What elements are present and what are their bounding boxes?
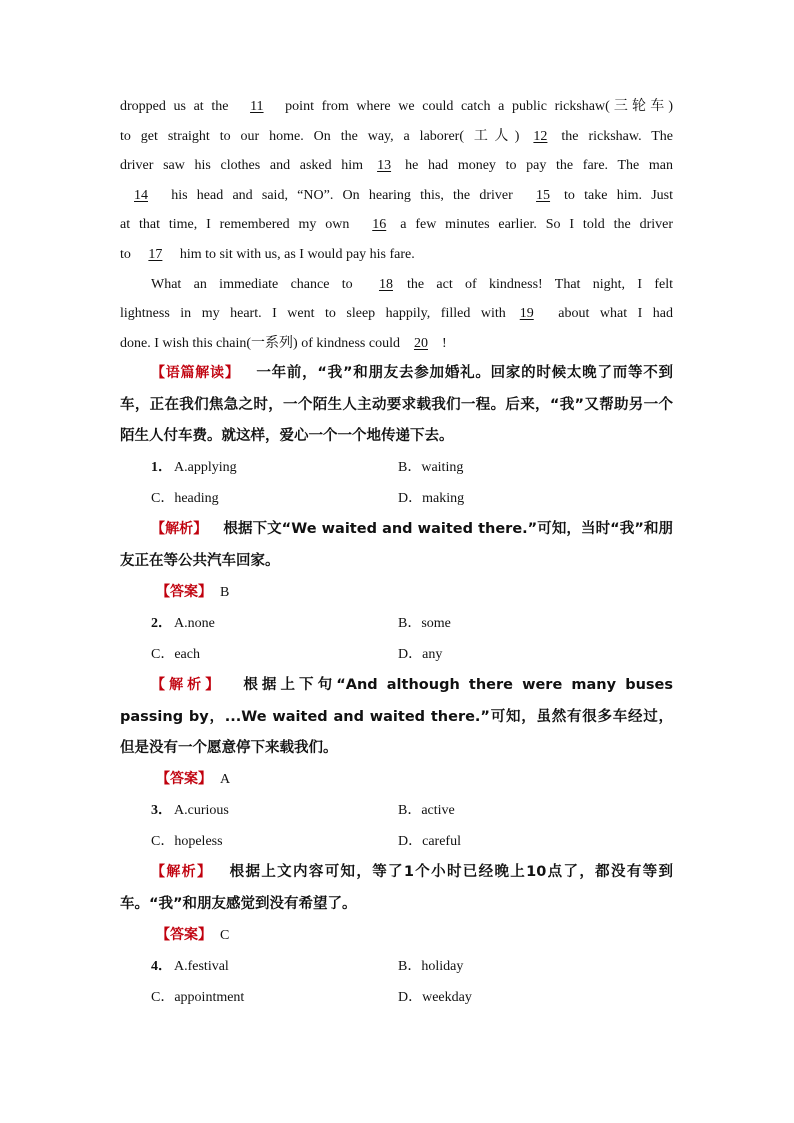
- passage-line: What an immediate chance to 18 the act of kindness! That night, I felt: [151, 276, 673, 292]
- blank-15: 15: [536, 187, 551, 203]
- analysis-tag: 【解析】: [151, 677, 224, 694]
- analysis: [120, 857, 673, 919]
- blank-12: 12: [533, 128, 548, 144]
- option-b: B．active: [398, 803, 455, 819]
- answer-row: [120, 764, 673, 795]
- option-a: A.curious: [174, 803, 229, 819]
- question-options-row: [120, 982, 673, 1013]
- analysis: [120, 514, 673, 576]
- document-page: [120, 92, 673, 1013]
- question-number: 3．: [151, 803, 172, 819]
- option-d: D．any: [398, 647, 443, 663]
- blank-20: 20: [413, 335, 428, 351]
- passage-line: done. I wish this chain(一系列) of kindness could 20 !: [120, 335, 447, 351]
- reading-summary: [120, 358, 673, 452]
- blank-16: 16: [372, 217, 387, 233]
- blank-17: 17: [148, 246, 163, 262]
- passage-line: driver saw his clothes and asked him 13 he had money to pay the fare. The man: [120, 158, 673, 174]
- passage-line: lightness in my heart. I went to sleep happily, filled with 19 about what I had: [120, 306, 673, 322]
- answer-row: [120, 577, 673, 608]
- blank-19: 19: [519, 306, 534, 322]
- option-b: B．waiting: [398, 459, 464, 475]
- passage-line: to 17 him to sit with us, as I would pay his fare.: [120, 246, 415, 262]
- blank-13: 13: [377, 158, 392, 174]
- passage-line: to get straight to our home. On the way, a laborer( 工人) 12 the rickshaw. The: [120, 128, 674, 144]
- question-options-row: [120, 483, 673, 514]
- option-c: C．heading: [151, 491, 219, 507]
- passage-line: at that time, I remembered my own 16 a few minutes earlier. So I told the driver: [120, 217, 673, 233]
- option-a: A.none: [174, 615, 215, 631]
- analysis-tag: 【解析】: [151, 864, 213, 881]
- option-c: C．hopeless: [151, 834, 223, 850]
- blank-11: 11: [250, 99, 264, 114]
- question-number: 4．: [151, 959, 172, 975]
- question-options-row: [120, 826, 673, 857]
- passage-line: dropped us at the 11 point from where we could catch a public rickshaw(三轮车): [120, 99, 673, 114]
- question-options-row: [120, 951, 673, 982]
- answer-value: B: [220, 584, 230, 600]
- reading-text: 一年前，“我”和朋友去参加婚礼。回家的时候太晚了而等不到车，正在我们焦急之时，一个陌生人主动要求载我们一程。后来，“我”又帮助另一个陌生人付车费。就这样，爱心一个一个地传递下去。: [120, 365, 673, 444]
- analysis-tag: 【解析】: [151, 521, 208, 538]
- answer-tag: 【答案】: [156, 770, 212, 787]
- option-c: C．appointment: [151, 990, 245, 1006]
- option-d: D．weekday: [398, 990, 472, 1006]
- answer-tag: 【答案】: [156, 583, 212, 600]
- answer-value: A: [220, 771, 231, 787]
- option-d: D．careful: [398, 834, 461, 850]
- analysis-text: 根据上下句“And although there were many buses passing by，...We waited and waited there.”可知，虽然有很多车经过，但是没有一个愿意停下来载我们。: [120, 677, 673, 756]
- passage-line: 14 his head and said, “NO”. On hearing this, the driver 15 to take him. Just: [120, 181, 673, 211]
- question-number: 2．: [151, 615, 172, 631]
- question-options-row: [120, 795, 673, 826]
- option-d: D．making: [398, 491, 465, 507]
- answer-row: [120, 920, 673, 951]
- blank-14: 14: [134, 187, 148, 203]
- reading-tag: 【语篇解读】: [151, 365, 240, 382]
- question-options-row: [120, 608, 673, 639]
- option-b: B．some: [398, 615, 451, 631]
- question-number: 1．: [151, 459, 172, 475]
- answer-tag: 【答案】: [156, 926, 212, 943]
- answer-value: C: [220, 927, 230, 943]
- option-c: C．each: [151, 647, 200, 663]
- analysis: [120, 670, 673, 764]
- option-a: A.festival: [174, 959, 229, 975]
- analysis-text: 根据下文“We waited and waited there.”可知，当时“我”和朋友正在等公共汽车回家。: [120, 521, 674, 569]
- option-b: B．holiday: [398, 959, 464, 975]
- question-options-row: [120, 452, 673, 483]
- option-a: A.applying: [174, 459, 237, 475]
- question-options-row: [120, 639, 673, 670]
- blank-18: 18: [378, 276, 393, 292]
- analysis-text: 根据上文内容可知，等了1个小时已经晚上10点了，都没有等到车。“我”和朋友感觉到没有希望了。: [120, 864, 674, 912]
